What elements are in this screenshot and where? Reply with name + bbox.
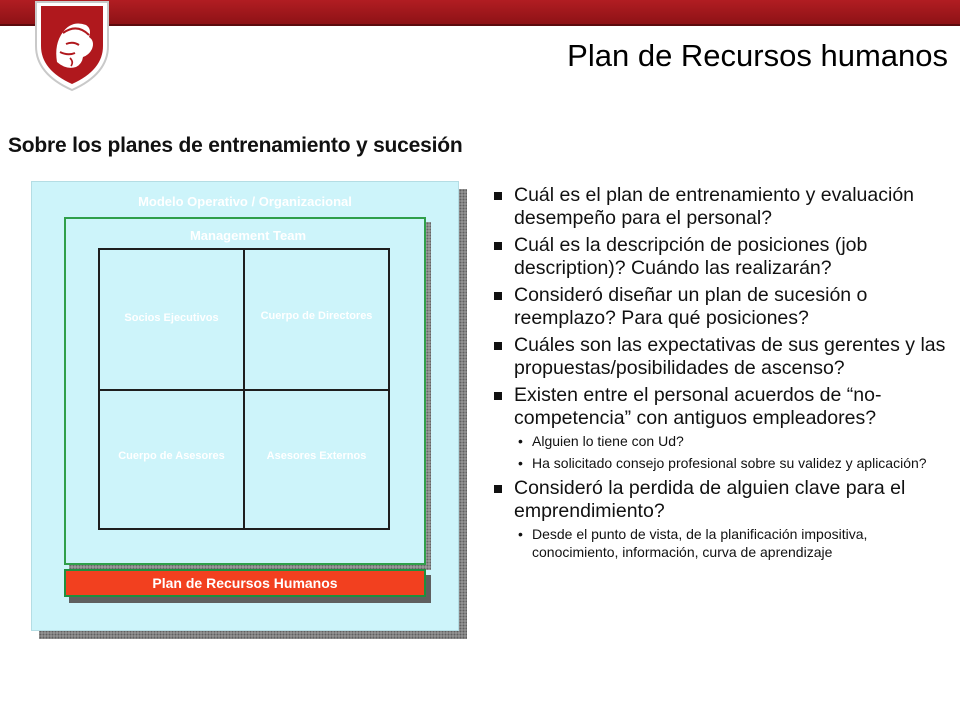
grid-cell-asesores: Cuerpo de Asesores [100, 391, 245, 528]
dash-icon: • [518, 526, 523, 542]
dash-icon: • [518, 455, 523, 471]
sub-bullet-text: Alguien lo tiene con Ud? [532, 433, 684, 449]
sub-bullet-text: Desde el punto de vista, de la planificación impositiva, conocimiento, información, curva de aprendizaje [532, 526, 868, 560]
diagram-grid [98, 248, 390, 530]
bullet-text: Consideró diseñar un plan de sucesión o reemplazo? Para qué posiciones? [514, 284, 868, 329]
section-heading: Sobre los planes de entrenamiento y sucesión [8, 134, 463, 157]
bullet-text: Cuál es el plan de entrenamiento y evaluación desempeño para el personal? [514, 184, 915, 229]
diagram-outer-label: Modelo Operativo / Organizacional [138, 194, 352, 209]
bullet-square-icon [494, 342, 502, 350]
bullet-text: Cuáles son las expectativas de sus gerentes y las propuestas/posibilidades de ascenso? [514, 334, 946, 379]
sub-bullet-text: Ha solicitado consejo profesional sobre su validez y aplicación? [532, 455, 927, 471]
plan-recursos-humanos-bar: Plan de Recursos Humanos [64, 569, 426, 597]
list-item [494, 384, 956, 472]
list-item [494, 184, 956, 230]
sub-bullet-list [514, 432, 956, 472]
bullet-list [494, 184, 956, 566]
list-item [494, 477, 956, 561]
bullet-square-icon [494, 392, 502, 400]
grid-cell-directores: Cuerpo de Directores [245, 250, 388, 391]
grid-cell-socios: Socios Ejecutivos [100, 250, 245, 391]
management-team-box [64, 217, 426, 565]
bullet-square-icon [494, 292, 502, 300]
bullet-text: Existen entre el personal acuerdos de “no-competencia” con antiguos empleadores? [514, 384, 882, 429]
management-label-tab [164, 222, 332, 248]
sub-list-item [514, 432, 956, 450]
bullet-text: Consideró la perdida de alguien clave para el emprendimiento? [514, 477, 906, 522]
top-banner-bar [0, 0, 960, 26]
slide-title: Plan de Recursos humanos [567, 38, 948, 73]
grid-cell-asesores-externos: Asesores Externos [266, 449, 367, 462]
bullet-square-icon [494, 192, 502, 200]
sub-list-item [514, 525, 956, 561]
org-model-diagram [31, 181, 459, 631]
bullet-text: Cuál es la descripción de posiciones (job description)? Cuándo las realizarán? [514, 234, 868, 279]
shield-helmet-logo-icon [26, 0, 118, 92]
bullet-square-icon [494, 485, 502, 493]
dash-icon: • [518, 433, 523, 449]
sub-bullet-list [514, 525, 956, 561]
management-team-label: Management Team [189, 228, 307, 243]
bullet-square-icon [494, 242, 502, 250]
list-item [494, 234, 956, 280]
sub-list-item [514, 454, 956, 472]
list-item [494, 334, 956, 380]
list-item [494, 284, 956, 330]
